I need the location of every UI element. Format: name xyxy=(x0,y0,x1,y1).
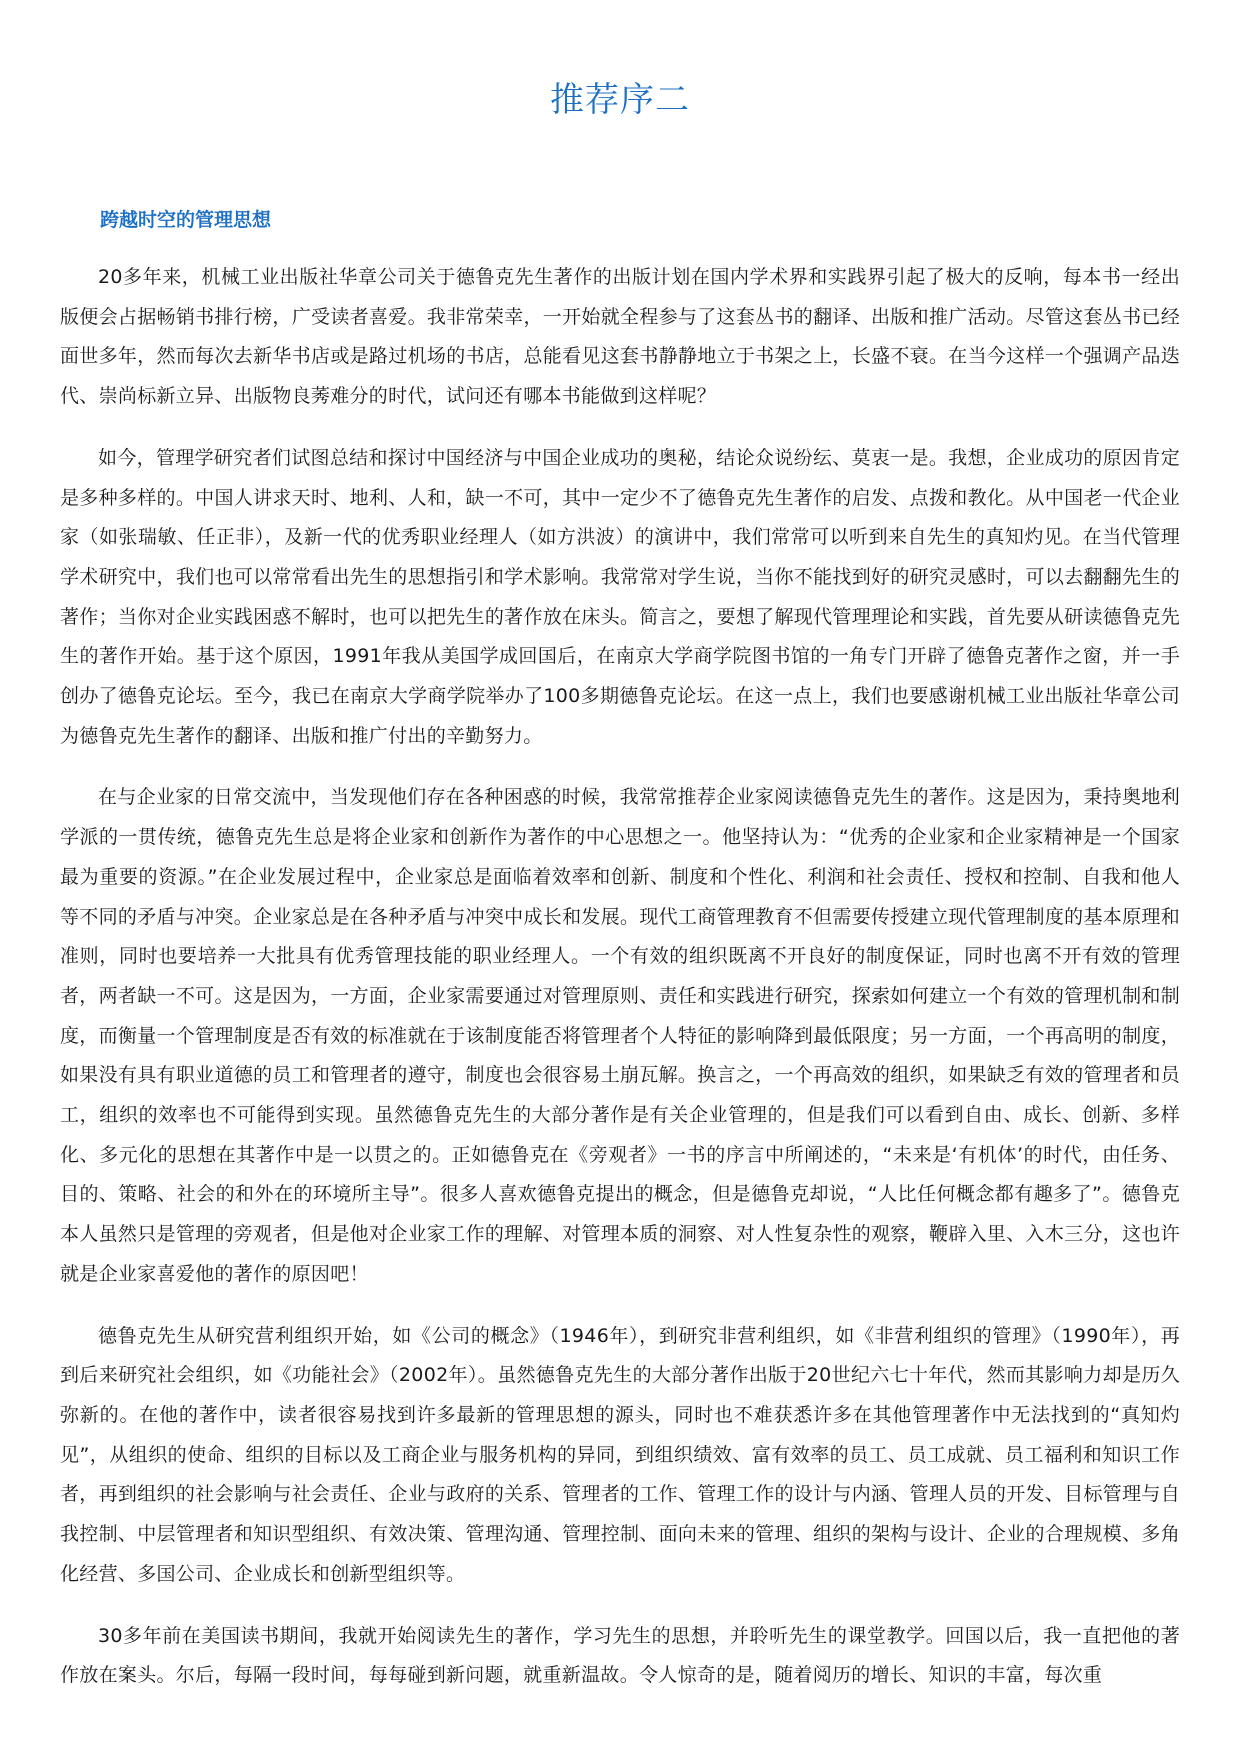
page-title: 推荐序二 xyxy=(550,80,690,120)
paragraph: 德鲁克先生从研究营利组织开始，如《公司的概念》（1946年），到研究非营利组织，如《非营利组织的管理》（1990年），再到后来研究社会组织，如《功能社会》（2002年）。虽然德鲁克先生的大部分著作出版于20世纪六七十年代，然而其影响力却是历久弥新的。在他的著作中，读者很容易找到许多最新的管理思想的源头，同时也不难获悉许多在其他管理著作中无法找到的“真知灼见”，从组织的使命、组织的目标以及工商企业与服务机构的异同，到组织绩效、富有效率的员工、员工成就、员工福利和知识工作者，再到组织的社会影响与社会责任、企业与政府的关系、管理者的工作、管理工作的设计与内涵、管理人员的开发、目标管理与自我控制、中层管理者和知识型组织、有效决策、管理沟通、管理控制、面向未来的管理、组织的架构与设计、企业的合理规模、多角化经营、多国公司、企业成长和创新型组织等。 xyxy=(60,1324,1180,1585)
section-subtitle: 跨越时空的管理思想 xyxy=(100,209,272,231)
paragraph: 如今，管理学研究者们试图总结和探讨中国经济与中国企业成功的奥秘，结论众说纷纭、莫衷一是。我想，企业成功的原因肯定是多种多样的。中国人讲求天时、地利、人和，缺一不可，其中一定少不了德鲁克先生著作的启发、点拨和教化。从中国老一代企业家（如张瑞敏、任正非），及新一代的优秀职业经理人（如方洪波）的演讲中，我们常常可以听到来自先生的真知灼见。在当代管理学术研究中，我们也可以常常看出先生的思想指引和学术影响。我常常对学生说，当你不能找到好的研究灵感时，可以去翻翻先生的著作；当你对企业实践困惑不解时，也可以把先生的著作放在床头。简言之，要想了解现代管理理论和实践，首先要从研读德鲁克先生的著作开始。基于这个原因，1991年我从美国学成回国后，在南京大学商学院图书馆的一角专门开辟了德鲁克著作之窗，并一手创办了德鲁克论坛。至今，我已在南京大学商学院举办了100多期德鲁克论坛。在这一点上，我们也要感谢机械工业出版社华章公司为德鲁克先生著作的翻译、出版和推广付出的辛勤努力。 xyxy=(60,446,1180,747)
paragraph: 在与企业家的日常交流中，当发现他们存在各种困惑的时候，我常常推荐企业家阅读德鲁克先生的著作。这是因为，秉持奥地利学派的一贯传统，德鲁克先生总是将企业家和创新作为著作的中心思想之一。他坚持认为：“优秀的企业家和企业家精神是一个国家最为重要的资源。”在企业发展过程中，企业家总是面临着效率和创新、制度和个性化、利润和社会责任、授权和控制、自我和他人等不同的矛盾与冲突。企业家总是在各种矛盾与冲突中成长和发展。现代工商管理教育不但需要传授建立现代管理制度的基本原理和准则，同时也要培养一大批具有优秀管理技能的职业经理人。一个有效的组织既离不开良好的制度保证，同时也离不开有效的管理者，两者缺一不可。这是因为，一方面，企业家需要通过对管理原则、责任和实践进行研究，探索如何建立一个有效的管理机制和制度，而衡量一个管理制度是否有效的标准就在于该制度能否将管理者个人特征的影响降到最低限度；另一方面，一个再高明的制度，如果没有具有职业道德的员工和管理者的遵守，制度也会很容易土崩瓦解。换言之，一个再高效的组织，如果缺乏有效的管理者和员工，组织的效率也不可能得到实现。虽然德鲁克先生的大部分著作是有关企业管理的，但是我们可以看到自由、成长、创新、多样化、多元化的思想在其著作中是一以贯之的。正如德鲁克在《旁观者》一书的序言中所阐述的，“未来是‘有机体’的时代，由任务、目的、策略、社会的和外在的环境所主导”。很多人喜欢德鲁克提出的概念，但是德鲁克却说，“人比任何概念都有趣多了”。德鲁克本人虽然只是管理的旁观者，但是他对企业家工作的理解、对管理本质的洞察、对人性复杂性的观察，鞭辟入里、入木三分，这也许就是企业家喜爱他的著作的原因吧！ xyxy=(60,786,1180,1285)
paragraph: 20多年来，机械工业出版社华章公司关于德鲁克先生著作的出版计划在国内学术界和实践界引起了极大的反响，每本书一经出版便会占据畅销书排行榜，广受读者喜爱。我非常荣幸，一开始就全程参与了这套丛书的翻译、出版和推广活动。尽管这套丛书已经面世多年，然而每次去新华书店或是路过机场的书店，总能看见这套书静静地立于书架之上，长盛不衰。在当今这样一个强调产品迭代、崇尚标新立异、出版物良莠难分的时代，试问还有哪本书能做到这样呢？ xyxy=(60,266,1180,408)
body-text xyxy=(60,258,1180,1718)
paragraph: 30多年前在美国读书期间，我就开始阅读先生的著作，学习先生的思想，并聆听先生的课堂教学。回国以后，我一直把他的著作放在案头。尔后，每隔一段时间，每每碰到新问题，就重新温故。令人惊奇的是，随着阅历的增长、知识的丰富，每次重 xyxy=(60,1624,1180,1687)
